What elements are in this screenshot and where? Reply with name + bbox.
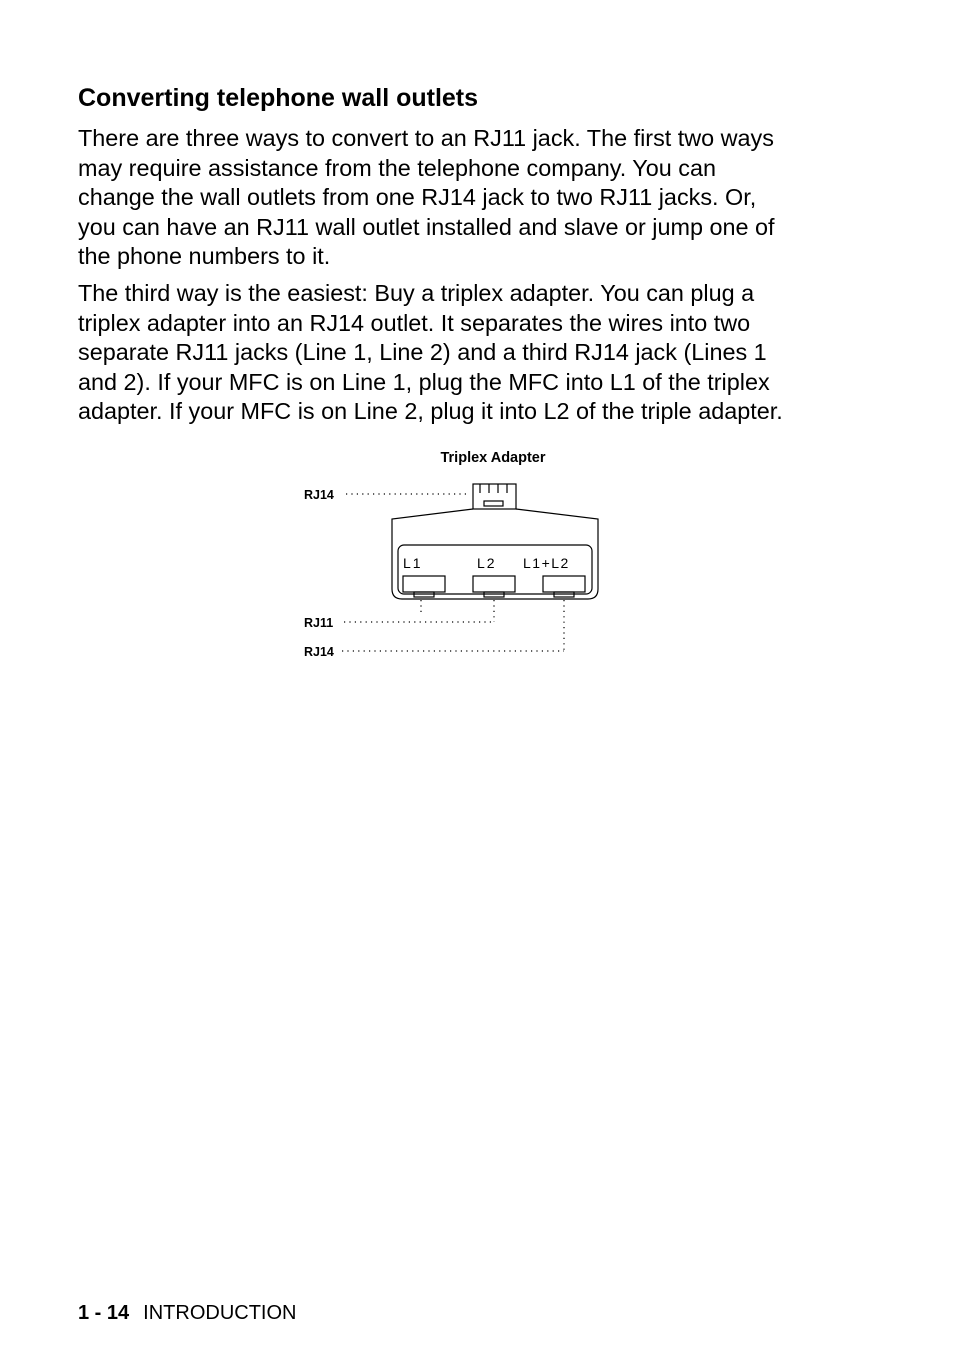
jack-l1 (403, 576, 445, 592)
paragraph-line: and 2). If your MFC is on Line 1, plug the MFC into L1 of the triplex (78, 368, 770, 395)
jack-label-l2: L2 (477, 555, 497, 571)
paragraph-conversion-ways (78, 124, 775, 272)
jack-l1l2 (543, 576, 585, 592)
page-footer (78, 1300, 296, 1326)
paragraph-line: change the wall outlets from one RJ14 jack to two RJ11 jacks. Or, (78, 184, 757, 210)
paragraph-line: the phone numbers to it. (78, 243, 331, 269)
jack-label-l1: L1 (403, 555, 423, 571)
page-number: 1 - 14 (78, 1302, 130, 1324)
paragraph-line: The third way is the easiest: Buy a triplex adapter. You can plug a (78, 280, 755, 306)
paragraph-triplex-adapter (78, 279, 783, 427)
triplex-adapter-diagram (280, 440, 620, 670)
footer-section: INTRODUCTION (143, 1302, 297, 1324)
paragraph-line: may require assistance from the telephone company. You can (78, 154, 716, 181)
plug-tab (484, 501, 503, 506)
label-rj11: RJ11 (304, 616, 334, 630)
jack-l2 (473, 576, 515, 592)
paragraph-line: separate RJ11 jacks (Line 1, Line 2) and a third RJ14 jack (Lines 1 (78, 339, 767, 365)
section-heading: Converting telephone wall outlets (78, 84, 479, 112)
paragraph-line: adapter. If your MFC is on Line 2, plug it into L2 of the triple adapter. (78, 398, 783, 424)
paragraph-line: There are three ways to convert to an RJ11 jack. The first two ways (78, 125, 774, 151)
paragraph-line: you can have an RJ11 wall outlet installed and slave or jump one of (78, 213, 775, 240)
paragraph-line: triplex adapter into an RJ14 outlet. It separates the wires into two (78, 309, 751, 336)
adapter-body (392, 509, 598, 599)
label-bottom-rj14: RJ14 (304, 645, 334, 659)
label-top-rj14: RJ14 (304, 488, 334, 502)
diagram-title: Triplex Adapter (440, 450, 546, 466)
jack-label-l1l2: L1+L2 (523, 555, 570, 571)
